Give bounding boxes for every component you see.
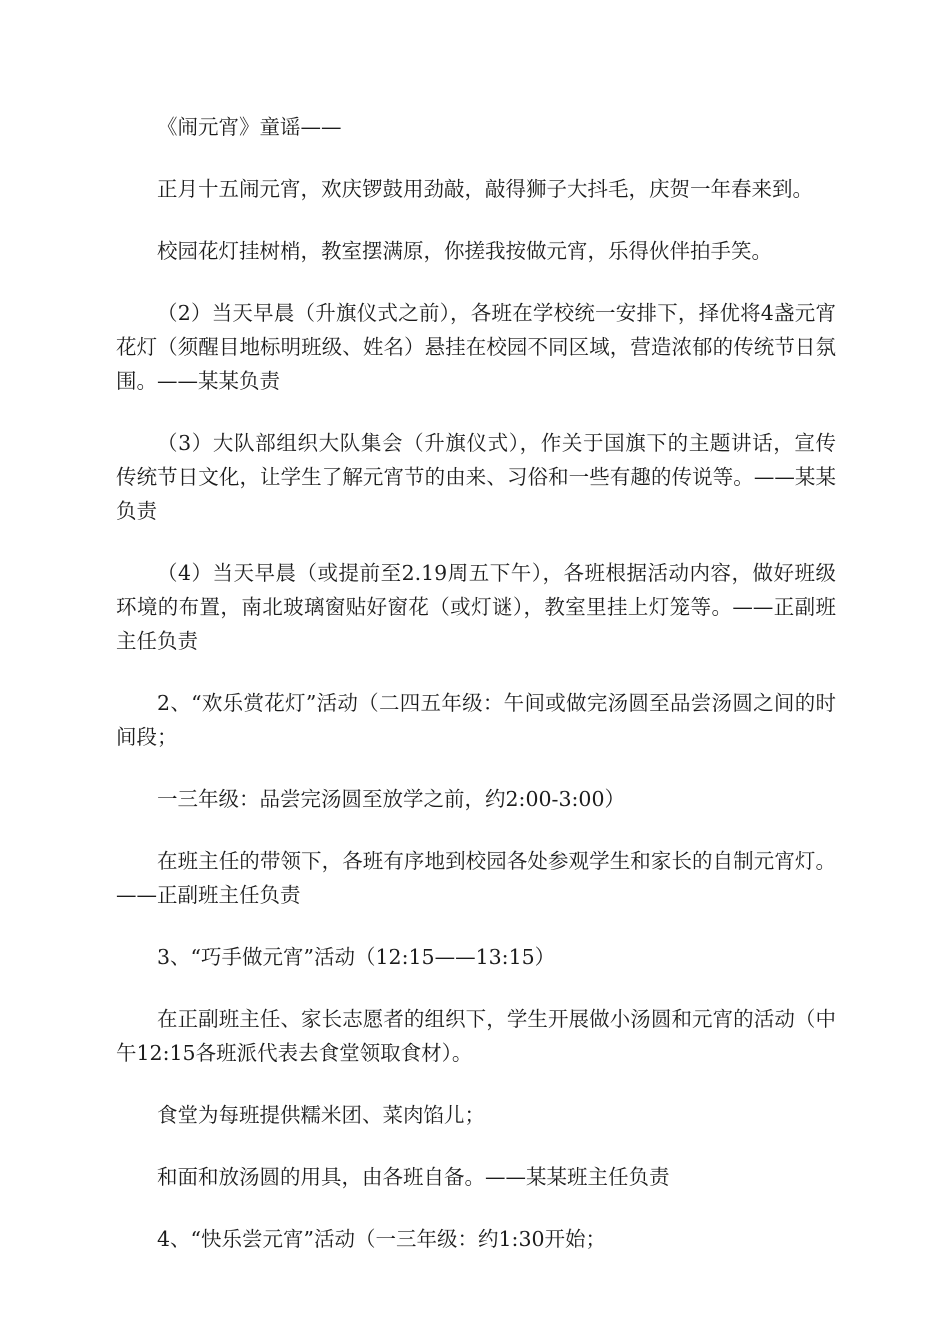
- paragraph-rhyme-line-1: 正月十五闹元宵，欢庆锣鼓用劲敲，敲得狮子大抖毛，庆贺一年春来到。: [157, 177, 813, 201]
- paragraph-item-3: （3）大队部组织大队集会（升旗仪式），作关于国旗下的主题讲话，宣传传统节日文化，让学生了解元宵节的由来、习俗和一些有趣的传说等。——某某负责: [116, 431, 836, 523]
- document-body: [116, 110, 836, 1284]
- paragraph-rhyme-line-2: 校园花灯挂树梢，教室摆满原，你搓我按做元宵，乐得伙伴拍手笑。: [157, 239, 772, 263]
- paragraph-section-3-tools: 和面和放汤圆的用具，由各班自备。——某某班主任负责: [157, 1165, 670, 1189]
- paragraph-item-2: （2）当天早晨（升旗仪式之前），各班在学校统一安排下，择优将4盏元宵花灯（须醒目地标明班级、姓名）悬挂在校园不同区域，营造浓郁的传统节日氛围。——某某负责: [116, 301, 836, 393]
- paragraph-section-2-body: 在班主任的带领下，各班有序地到校园各处参观学生和家长的自制元宵灯。——正副班主任负责: [116, 849, 836, 907]
- paragraph-rhyme-title: 《闹元宵》童谣——: [157, 115, 342, 139]
- paragraph-section-2-heading: 2、“欢乐赏花灯”活动（二四五年级：午间或做完汤圆至品尝汤圆之间的时间段；: [116, 691, 836, 749]
- paragraph-section-2-time: 一三年级：品尝完汤圆至放学之前，约2:00-3:00）: [157, 787, 625, 811]
- paragraph-section-4-heading: 4、“快乐尝元宵”活动（一三年级：约1:30开始；: [157, 1227, 607, 1251]
- paragraph-item-4: （4）当天早晨（或提前至2.19周五下午），各班根据活动内容，做好班级环境的布置，南北玻璃窗贴好窗花（或灯谜），教室里挂上灯笼等。——正副班主任负责: [116, 561, 836, 653]
- paragraph-section-3-body: 在正副班主任、家长志愿者的组织下，学生开展做小汤圆和元宵的活动（中午12:15各班派代表去食堂领取食材）。: [116, 1007, 836, 1065]
- paragraph-section-3-canteen: 食堂为每班提供糯米团、菜肉馅儿；: [157, 1103, 485, 1127]
- paragraph-section-3-heading: 3、“巧手做元宵”活动（12:15——13:15）: [157, 945, 556, 969]
